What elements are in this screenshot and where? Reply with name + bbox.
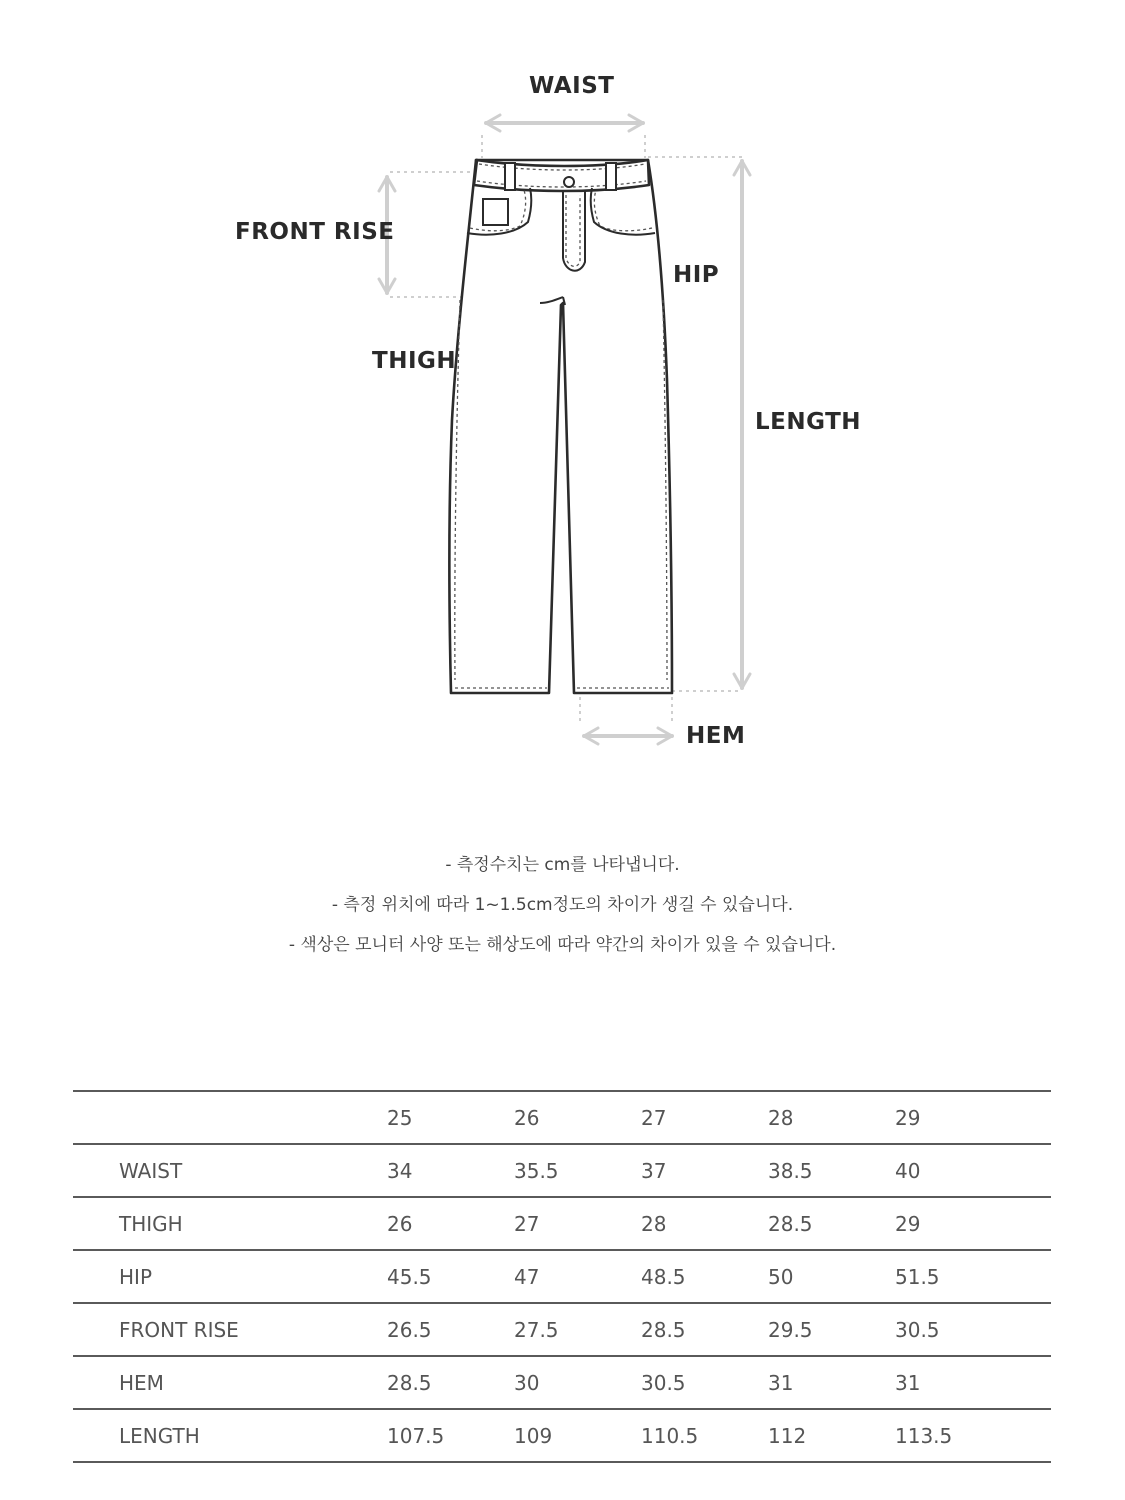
table-cell: 113.5 (895, 1423, 953, 1448)
row-label: HEM (119, 1370, 164, 1395)
table-cell: 28.5 (768, 1211, 813, 1236)
table-cell: 31 (895, 1370, 921, 1395)
note-line: - 색상은 모니터 사양 또는 해상도에 따라 약간의 차이가 있을 수 있습니다. (288, 935, 837, 955)
row-label: WAIST (119, 1158, 183, 1183)
table-cell: 27.5 (514, 1317, 559, 1342)
table-cell: 30.5 (641, 1370, 686, 1395)
table-cell: 30 (514, 1370, 540, 1395)
table-cell: 112 (768, 1423, 807, 1448)
table-cell: 34 (387, 1158, 413, 1183)
table-cell: 45.5 (387, 1264, 432, 1289)
label-hem: HEM (686, 723, 746, 749)
table-cell: 38.5 (768, 1158, 813, 1183)
table-cell: 37 (641, 1158, 667, 1183)
table-cell: 47 (514, 1264, 540, 1289)
label-waist: WAIST (529, 73, 615, 99)
table-header-row (73, 1091, 1051, 1144)
table-cell: 48.5 (641, 1264, 686, 1289)
table-row (73, 1197, 1051, 1250)
row-label: LENGTH (119, 1423, 200, 1448)
table-cell: 28.5 (387, 1370, 432, 1395)
label-thigh: THIGH (372, 348, 457, 374)
measurement-notes (0, 845, 1125, 965)
row-label: FRONT RISE (119, 1317, 239, 1342)
table-cell: 26 (387, 1211, 413, 1236)
note-line: - 측정 위치에 따라 1~1.5cm정도의 차이가 생길 수 있습니다. (331, 895, 794, 915)
table-cell: 50 (768, 1264, 794, 1289)
table-corner (73, 1091, 387, 1144)
size-table (73, 1090, 1051, 1463)
table-cell: 28.5 (641, 1317, 686, 1342)
row-label: THIGH (119, 1211, 183, 1236)
table-cell: 107.5 (387, 1423, 445, 1448)
size-header: 29 (895, 1105, 921, 1130)
size-header: 26 (514, 1105, 540, 1130)
table-cell: 29.5 (768, 1317, 813, 1342)
label-front-rise: FRONT RISE (235, 219, 395, 245)
label-hip: HIP (673, 262, 720, 288)
table-cell: 35.5 (514, 1158, 559, 1183)
table-cell: 110.5 (641, 1423, 699, 1448)
jeans-outline (449, 160, 672, 693)
table-row (73, 1356, 1051, 1409)
table-cell: 51.5 (895, 1264, 940, 1289)
row-label: HIP (119, 1264, 152, 1289)
table-row (73, 1250, 1051, 1303)
table-cell: 109 (514, 1423, 553, 1448)
table-cell: 28 (641, 1211, 667, 1236)
table-cell: 31 (768, 1370, 794, 1395)
table-cell: 30.5 (895, 1317, 940, 1342)
size-header: 27 (641, 1105, 667, 1130)
size-header: 25 (387, 1105, 413, 1130)
table-row (73, 1303, 1051, 1356)
label-length: LENGTH (755, 409, 862, 435)
table-row (73, 1144, 1051, 1197)
table-cell: 27 (514, 1211, 540, 1236)
table-cell: 29 (895, 1211, 921, 1236)
note-line: - 측정수치는 cm를 나타냅니다. (445, 855, 680, 875)
table-row (73, 1409, 1051, 1462)
table-cell: 26.5 (387, 1317, 432, 1342)
size-header: 28 (768, 1105, 794, 1130)
table-cell: 40 (895, 1158, 921, 1183)
